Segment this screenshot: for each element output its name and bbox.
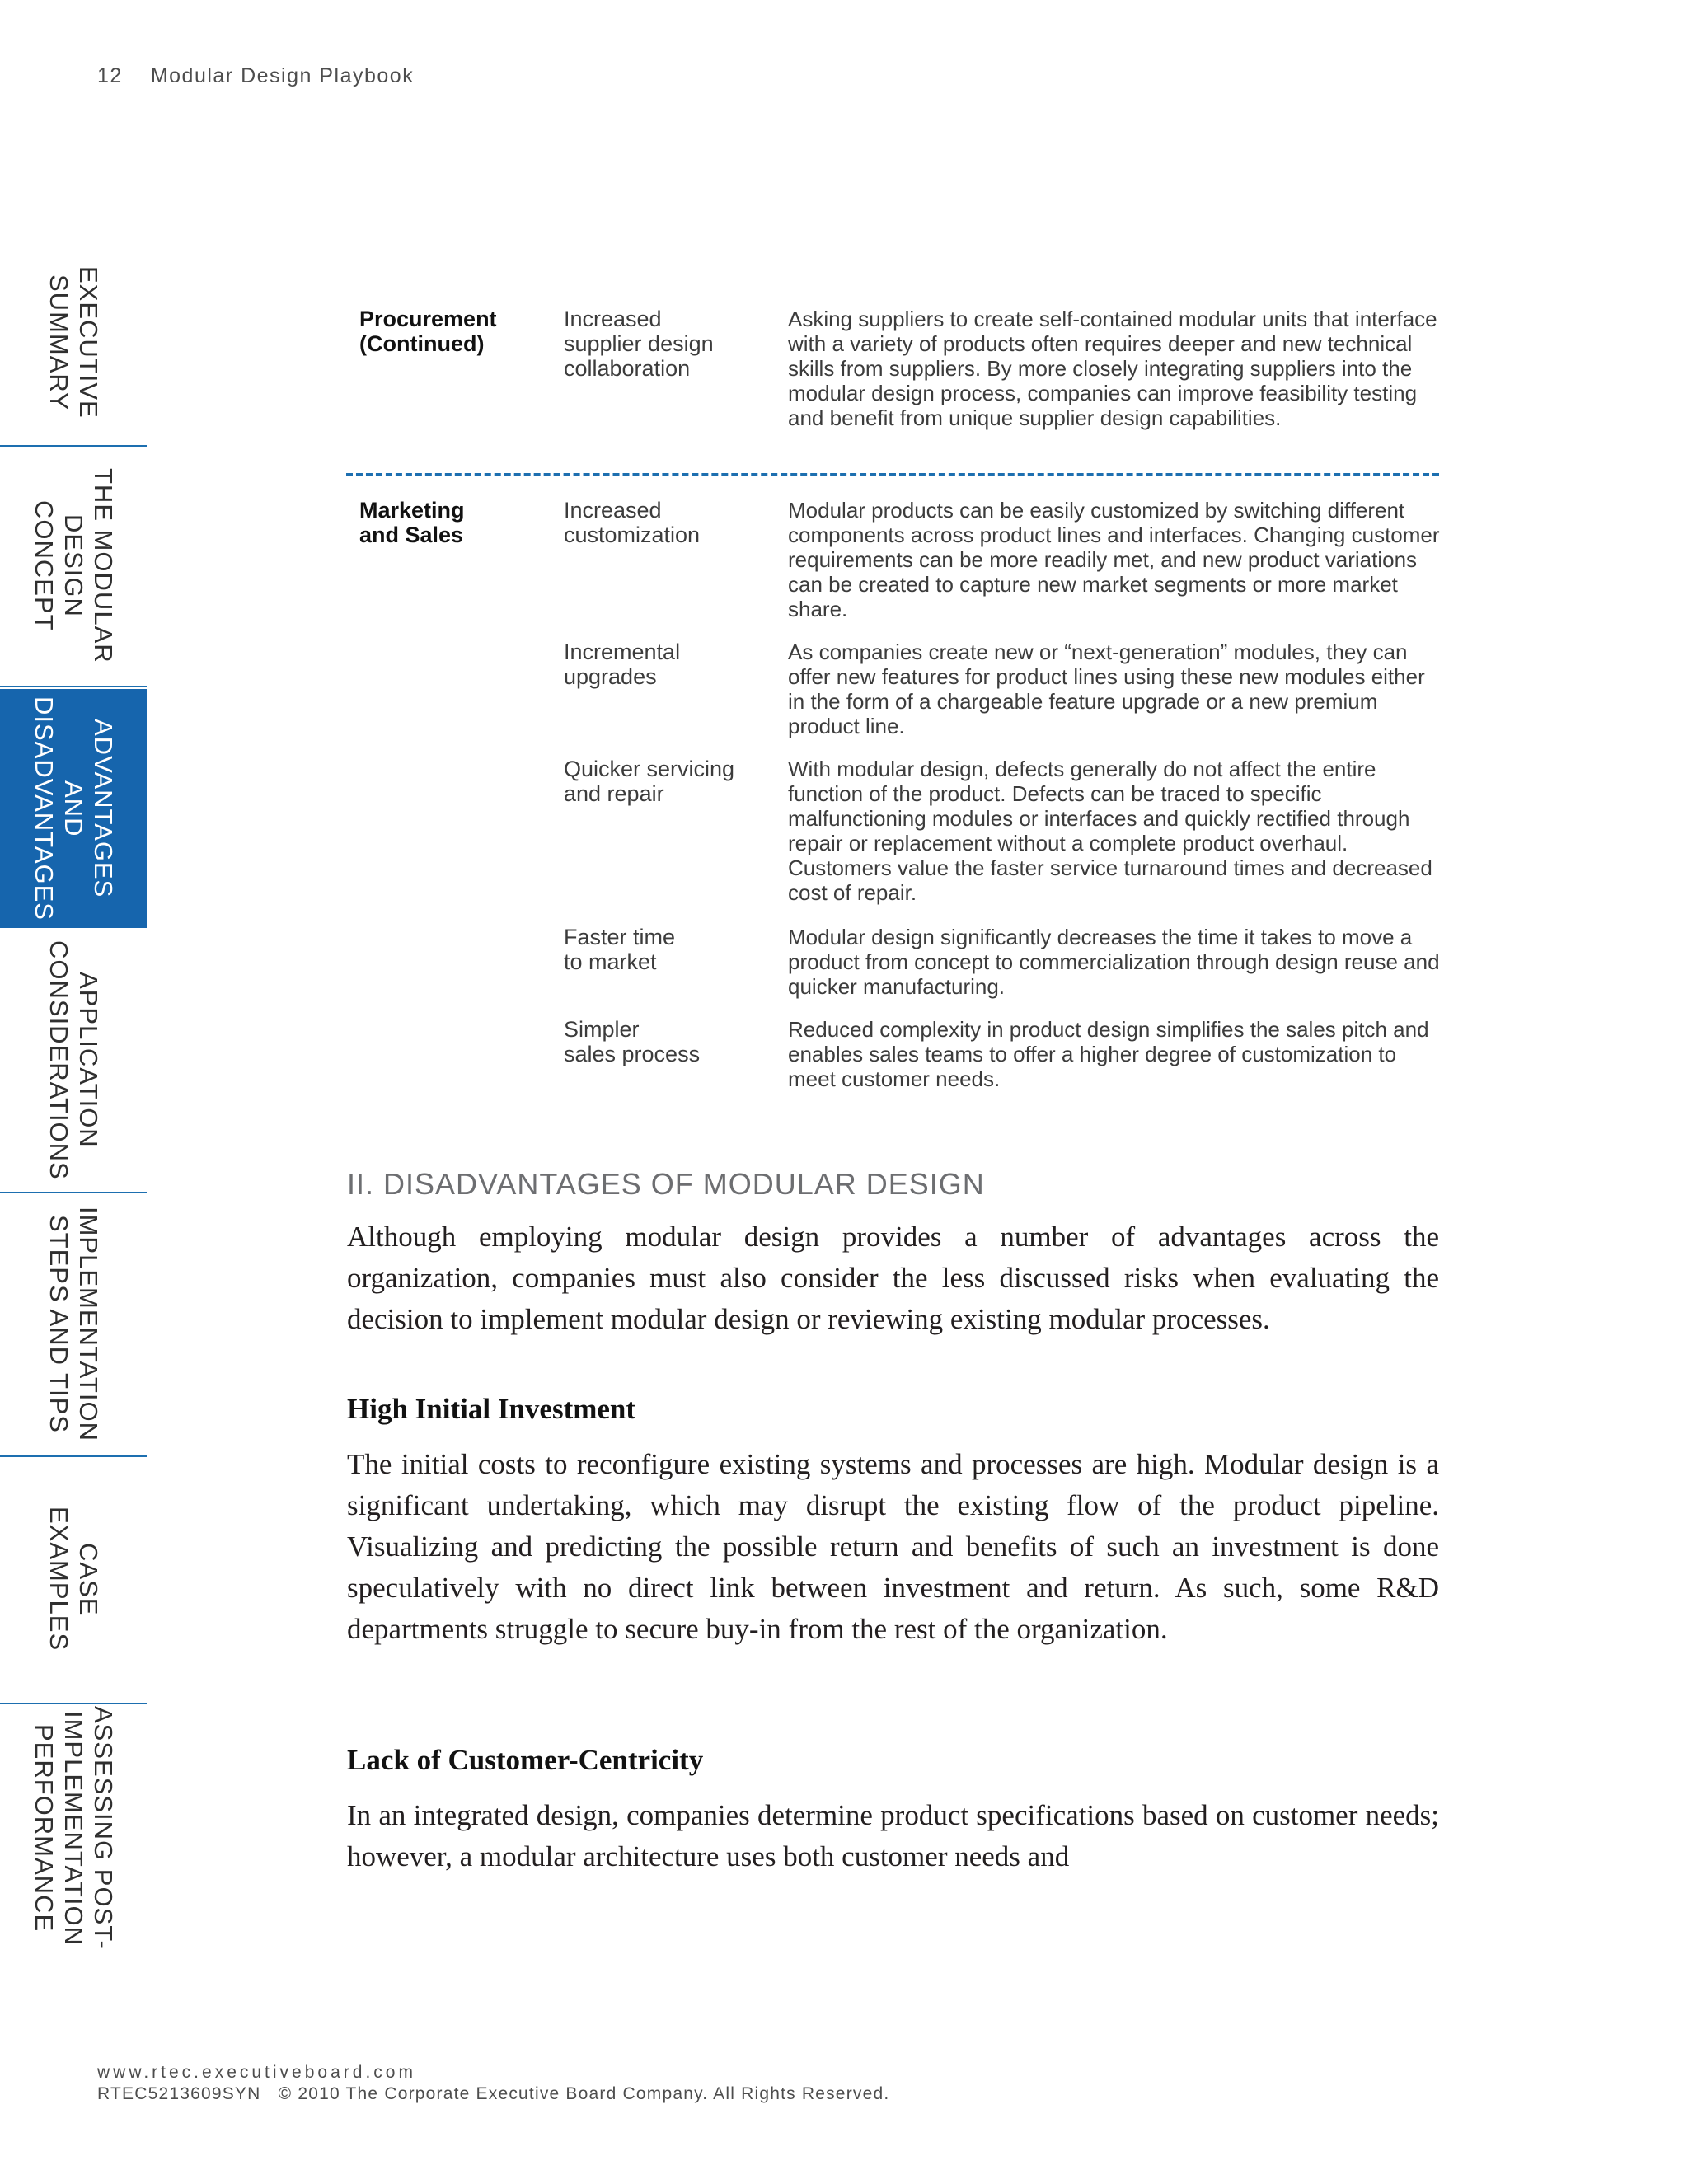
advantage-description: Modular design significantly decreases the time it takes to move a product from concept to commercialization through design reuse and quicker manufacturing.	[788, 925, 1440, 999]
advantage-label: Quicker servicing and repair	[564, 757, 735, 806]
advantage-description: Asking suppliers to create self-contained modular units that interface with a variety of products often requires deeper and new technical skills from suppliers. By more closely integrating suppliers into the modular design process, companies can improve feasibility testing and benefit from unique supplier design capabilities.	[788, 307, 1437, 430]
nav-tab-label: THE MODULAR DESIGN CONCEPT	[30, 467, 118, 663]
advantage-description: Reduced complexity in product design simplifies the sales pitch and enables sales teams to offer a higher degree of customization to meet customer needs.	[788, 1017, 1429, 1091]
advantage-label: Faster time to market	[564, 925, 676, 974]
document-title: Modular Design Playbook	[150, 64, 415, 87]
nav-tab-executive-summary[interactable]	[0, 239, 147, 447]
nav-tab-advantages-disadvantages[interactable]	[0, 689, 147, 928]
subsection-title: High Initial Investment	[347, 1393, 636, 1425]
nav-tab-label: ASSESSING POST- IMPLEMENTATION PERFORMANCE	[30, 1706, 118, 1950]
nav-tab-label: CASE EXAMPLES	[45, 1507, 103, 1652]
table-category: Procurement (Continued)	[359, 307, 497, 356]
table-divider	[346, 473, 1439, 476]
nav-tab-modular-design-concept[interactable]	[0, 445, 147, 687]
nav-tab-case-examples[interactable]	[0, 1455, 147, 1704]
advantage-description: As companies create new or “next-generation” modules, they can offer new features for product lines using these new modules either in the form of a chargeable feature upgrade or a new premium product line.	[788, 640, 1425, 738]
nav-tab-label: ADVANTAGES AND DISADVANTAGES	[30, 696, 118, 921]
advantage-label: Incremental upgrades	[564, 640, 681, 689]
intro-paragraph: Although employing modular design provides a number of advantages across the organization, companies must also consider the less discussed risks when evaluating the decision to implement modular design or reviewing existing modular processes.	[347, 1221, 1439, 1335]
advantage-description: Modular products can be easily customized by switching different components across product lines and interfaces. Changing customer requirements can be more readily met, and new product variations can be created to capture new market segments or more market share.	[788, 498, 1440, 621]
page-number: 12	[97, 64, 123, 87]
page-header	[97, 64, 414, 88]
page-footer	[97, 2062, 889, 2105]
footer-copyright-line	[97, 2083, 889, 2105]
nav-tab-label: EXECUTIVE SUMMARY	[45, 265, 103, 419]
nav-tab-assessing-performance[interactable]	[0, 1704, 147, 1952]
section-heading: II. DISADVANTAGES OF MODULAR DESIGN	[347, 1167, 985, 1201]
copyright-notice: © 2010 The Corporate Executive Board Company. All Rights Reserved.	[278, 2084, 890, 2103]
nav-tab-implementation-steps[interactable]	[0, 1192, 147, 1457]
nav-tab-application-considerations[interactable]	[0, 928, 147, 1193]
footer-url[interactable]: www.rtec.executiveboard.com	[97, 2063, 416, 2082]
nav-tab-label: APPLICATION CONSIDERATIONS	[45, 940, 103, 1180]
advantage-label: Increased customization	[564, 498, 701, 547]
advantage-description: With modular design, defects generally do not affect the entire function of the product. Defects can be traced to specific malfunctioning modules or interfaces and quickly rectified through repair or replacement without a complete product overhaul. Customers value the faster service turnaround times and decreased cost of repair.	[788, 757, 1432, 905]
table-category: Marketing and Sales	[359, 498, 465, 547]
advantage-label: Increased supplier design collaboration	[564, 307, 714, 381]
advantage-label: Simpler sales process	[564, 1017, 701, 1066]
nav-tab-label: IMPLEMENTATION STEPS AND TIPS	[45, 1206, 103, 1441]
subsection-body: The initial costs to reconfigure existing systems and processes are high. Modular design is a significant undertaking, which may disrupt the existing flow of the product pipeline. Visualizing and predicting the possible return and benefits of such an investment is done speculatively with no direct link between investment and return. As such, some R&D departments struggle to secure buy-in from the rest of the organization.	[347, 1448, 1439, 1645]
subsection-body: In an integrated design, companies determine product specifications based on customer needs; however, a modular architecture uses both customer needs and	[347, 1799, 1439, 1872]
document-code: RTEC5213609SYN	[97, 2084, 261, 2103]
subsection-title: Lack of Customer-Centricity	[347, 1744, 704, 1776]
